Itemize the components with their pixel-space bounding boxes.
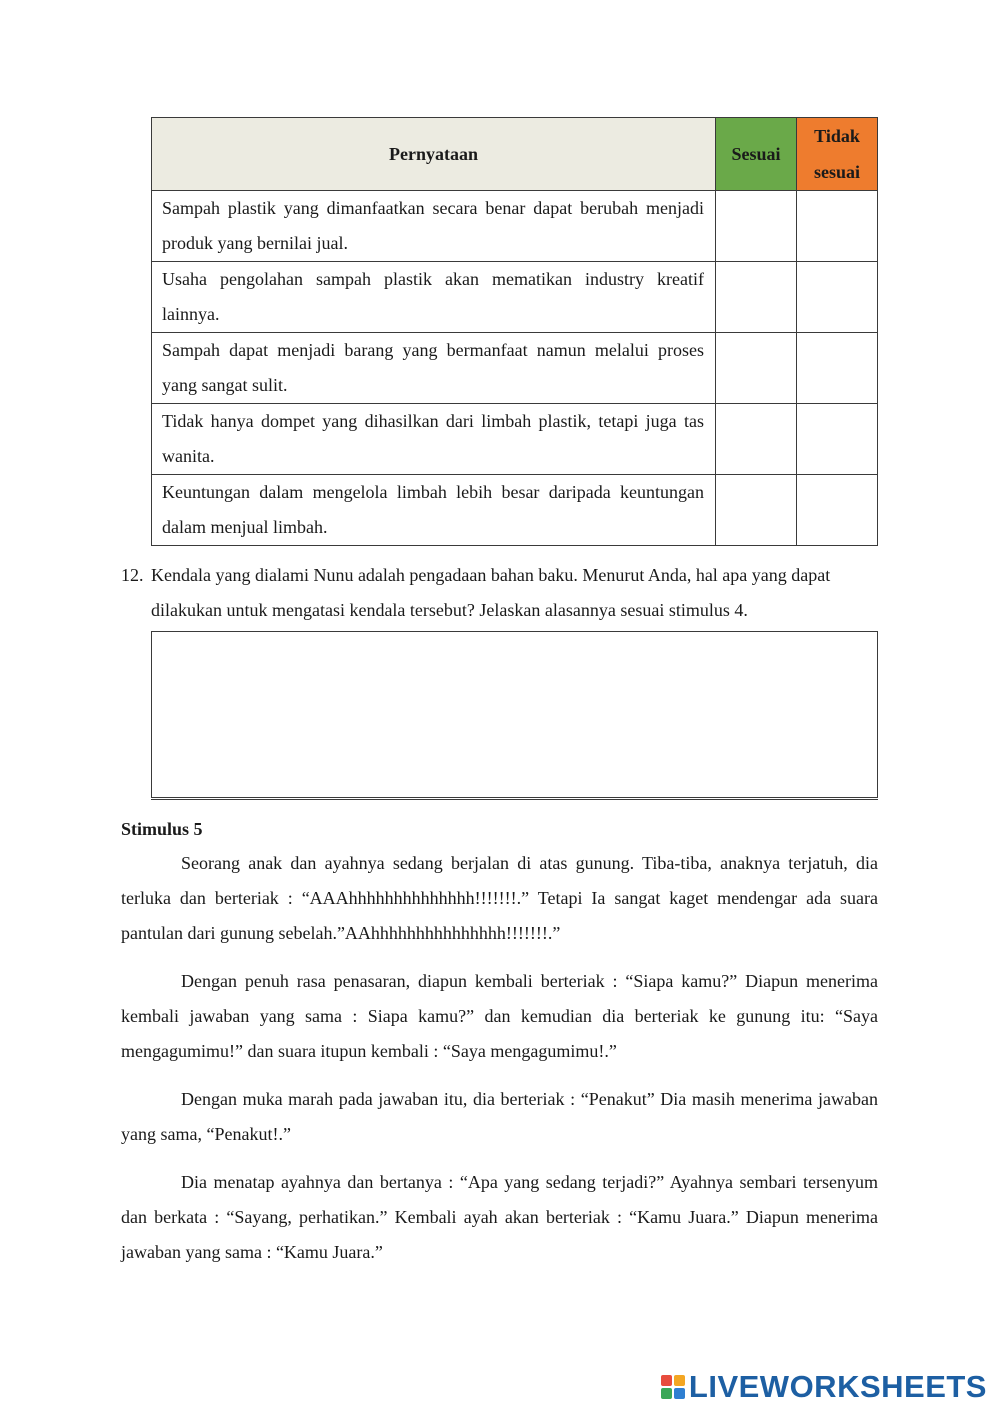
agree-answer-cell[interactable]	[716, 191, 797, 262]
disagree-answer-cell[interactable]	[797, 475, 878, 546]
table-row	[152, 191, 878, 262]
logo-square-e	[674, 1388, 685, 1399]
agree-answer-cell[interactable]	[716, 262, 797, 333]
disagree-answer-cell[interactable]	[797, 404, 878, 475]
stimulus-paragraph: Dengan muka marah pada jawaban itu, dia berteriak : “Penakut” Dia masih menerima jawaban yang sama, “Penakut!.”	[121, 1089, 878, 1144]
answer-box	[151, 631, 878, 798]
logo-square-i	[674, 1375, 685, 1386]
brand-name: LIVEWORKSHEETS	[688, 1369, 987, 1404]
liveworksheets-logo	[661, 1369, 987, 1405]
header-disagree	[797, 118, 878, 191]
agree-answer-cell[interactable]	[716, 475, 797, 546]
statement-text: Sampah plastik yang dimanfaatkan secara benar dapat berubah menjadi produk yang bernilai jual.	[152, 191, 716, 262]
disagree-answer-cell[interactable]	[797, 191, 878, 262]
statement-text: Sampah dapat menjadi barang yang bermanfaat namun melalui proses yang sangat sulit.	[152, 333, 716, 404]
agree-answer-cell[interactable]	[716, 333, 797, 404]
statement-table	[151, 117, 878, 546]
stimulus-paragraph: Dengan penuh rasa penasaran, diapun kembali berteriak : “Siapa kamu?” Diapun menerima kembali jawaban yang sama : Siapa kamu?” dan kemudian dia berteriak ke gunung itu: “Saya mengagumimu!” dan suara itupun kembali : “Saya mengagumimu!.”	[121, 971, 878, 1061]
header-statement: Pernyataan	[152, 118, 716, 191]
agree-answer-cell[interactable]	[716, 404, 797, 475]
statement-text: Keuntungan dalam mengelola limbah lebih besar daripada keuntungan dalam menjual limbah.	[152, 475, 716, 546]
logo-square-l	[661, 1375, 672, 1386]
header-disagree-line2: sesuai	[813, 162, 860, 182]
header-agree: Sesuai	[716, 118, 797, 191]
stimulus-title: Stimulus 5	[121, 819, 203, 839]
stimulus-paragraph: Dia menatap ayahnya dan bertanya : “Apa yang sedang terjadi?” Ayahnya sembari tersenyum dan berkata : “Sayang, perhatikan.” Kembali ayah akan berteriak : “Kamu Juara.” Diapun menerima jawaban yang sama : “Kamu Juara.”	[121, 1172, 878, 1262]
stimulus-body	[121, 846, 878, 1283]
question-text: Kendala yang dialami Nunu adalah pengadaan bahan baku. Menurut Anda, hal apa yang dapat dilakukan untuk mengatasi kendala tersebut? Jelaskan alasannya sesuai stimulus 4.	[151, 565, 831, 620]
answer-input[interactable]	[152, 632, 877, 797]
disagree-answer-cell[interactable]	[797, 333, 878, 404]
table-row	[152, 262, 878, 333]
table-row	[152, 333, 878, 404]
logo-square-v	[661, 1388, 672, 1399]
logo-icon	[661, 1375, 685, 1399]
table-row	[152, 475, 878, 546]
question-12	[121, 558, 881, 628]
statement-text: Tidak hanya dompet yang dihasilkan dari limbah plastik, tetapi juga tas wanita.	[152, 404, 716, 475]
table-row	[152, 404, 878, 475]
question-number: 12.	[121, 565, 144, 585]
header-disagree-line1: Tidak	[814, 126, 860, 146]
disagree-answer-cell[interactable]	[797, 262, 878, 333]
stimulus-paragraph: Seorang anak dan ayahnya sedang berjalan di atas gunung. Tiba-tiba, anaknya terjatuh, dia terluka dan berteriak : “AAAhhhhhhhhhhhhhh!!!!!!!.” Tetapi Ia sangat kaget mendengar ada suara pantulan dari gunung sebelah.”AAhhhhhhhhhhhhhhh!!!!!!!.”	[121, 853, 878, 943]
statement-text: Usaha pengolahan sampah plastik akan mematikan industry kreatif lainnya.	[152, 262, 716, 333]
